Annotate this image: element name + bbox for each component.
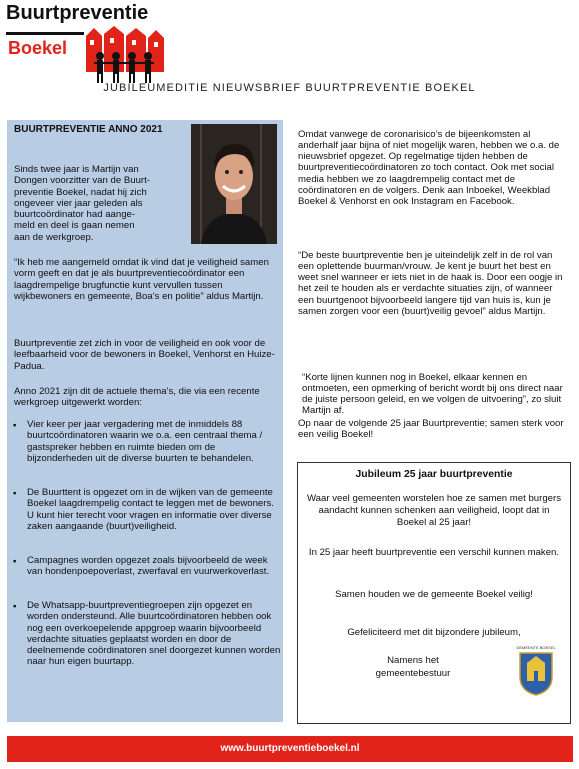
- list-item: Campagnes worden opgezet zoals bijvoorbeeld de week van hondenpoepoverlast, zwerfaval en vuurwerkoverlast.: [27, 555, 270, 578]
- logo-houses-icon: [84, 26, 164, 84]
- bullet-marker: ▪: [13, 556, 17, 567]
- box-paragraph-1: Waar veel gemeenten worstelen hoe ze samen met burgers aandacht kunnen schenken aan veiligheid, loopt dat in Boekel al 25 jaar!: [306, 493, 561, 528]
- signature-line-2: gemeentebestuur: [375, 668, 451, 679]
- municipality-seal-icon: [514, 643, 558, 697]
- intro-text: Sinds twee jaar is Martijn van Dongen voorzitter van de Buurt- preventie Boekel, nadat hij zich ongeveer vier jaar geleden als buurtcoördinator had aange- meld en deel is gaan nemen aan de werkgroep.: [14, 164, 150, 243]
- bullet-marker: ▪: [13, 601, 17, 612]
- logo-rule: [6, 32, 84, 35]
- list-item: De Buurttent is opgezet om in de wijken van de gemeente Boekel laagdrempelig contact te leggen met de bewoners. U kunt hier terecht voor vragen en informatie over diverse zaken aangaande (buurt)veiligheid.: [27, 487, 274, 532]
- svg-text:GEMEENTE BOEKEL: GEMEENTE BOEKEL: [516, 645, 556, 650]
- signature-line-1: Namens het: [387, 655, 439, 666]
- box-paragraph-4: Gefeliciteerd met dit bijzondere jubileum,: [347, 627, 521, 638]
- box-paragraph-2: In 25 jaar heeft buurtpreventie een verschil kunnen maken.: [308, 547, 560, 558]
- newsletter-subtitle: JUBILEUMEDITIE NIEUWSBRIEF BUURTPREVENTIE BOEKEL: [103, 82, 476, 94]
- bullet-marker: ▪: [13, 488, 17, 499]
- themes-intro: Anno 2021 zijn dit de actuele thema’s, die via een recente werkgroep uitgewerkt worden:: [14, 386, 260, 409]
- bullet-marker: ▪: [13, 420, 17, 431]
- section-title: BUURTPREVENTIE ANNO 2021: [14, 124, 163, 135]
- right-paragraph-2: “De beste buurtpreventie ben je uiteindelijk zelf in de rol van een oplettende buurman/vrouw. Je kent je buurt het best en weet snel wanneer er iets niet in de haak is. Door een oogje in het zeil te houden als er verdachte situaties zijn, of wanneer een buurtgenoot bijvoorbeeld langere tijd van huis is, kun je samen zorgen voor een (buurt)veilig gevoel” aldus Martijn.: [298, 249, 563, 318]
- box-title: Jubileum 25 jaar buurtpreventie: [355, 469, 513, 480]
- mission-paragraph: Buurtpreventie zet zich in voor de veiligheid en ook voor de leefbaarheid voor de bewoners in Boekel, Venhorst en Huize-Padua.: [14, 338, 275, 372]
- footer-website-link[interactable]: www.buurtpreventieboekel.nl: [7, 736, 573, 762]
- logo-title: Buurtpreventie: [6, 2, 149, 24]
- list-item: Vier keer per jaar vergadering met de inmiddels 88 buurtcoördinatoren waarin we o.a. een centraal thema / gastspreker hebben en ruimte bieden om de bijzonderheden uit de diverse buurten te behandelen.: [27, 419, 263, 464]
- box-paragraph-3: Samen houden we de gemeente Boekel veilig!: [335, 589, 533, 600]
- portrait-photo: [191, 124, 277, 244]
- left-panel: [7, 120, 283, 722]
- jubilee-box: [297, 462, 571, 724]
- right-paragraph-1: Omdat vanwege de coronarisico’s de bijeenkomsten al anderhalf jaar bijna of niet mogelijk waren, hebben we o.a. de nieuwsbrief opgezet. Op regelmatige tijden hebben de buurtpreventiecoördinatoren zo toch contact. Ook met social media hebben we zo laagdrempelig contact met de coördinatoren en de volgers. Denk aan Inboekel, Weekblad Boekel & Venhorst en ook Instagram en Facebook.: [298, 128, 560, 208]
- logo-subtitle: Boekel: [8, 38, 68, 58]
- quote-paragraph: “Ik heb me aangemeld omdat ik vind dat je veiligheid samen vorm geeft en dat je als buurtpreventiecoördinator een laagdrempelige brugfunctie kunt vervullen tussen wijkbewoners en gemeente, Boa’s en politie” aldus Martijn.: [14, 257, 269, 302]
- right-paragraph-4: Op naar de volgende 25 jaar Buurtpreventie; samen sterk voor een veilig Boekel!: [298, 417, 564, 440]
- list-item: De Whatsapp-buurtpreventiegroepen zijn opgezet en worden ondersteund. Alle buurtcoördinatoren hebben ook nog een overkoepelende appgroep waarin bijvoorbeeld verdachte situaties geplaatst worden en door de deelnemende coördinatoren snel doorgezet kunnen worden naar hun eigen buurtapp.: [27, 600, 281, 668]
- right-paragraph-3: “Korte lijnen kunnen nog in Boekel, elkaar kennen en ontmoeten, een opmerking of bericht wordt bij ons direct naar de juiste persoon geleid, en we volgen de uitvoering”, zo sluit Martijn af.: [302, 371, 563, 417]
